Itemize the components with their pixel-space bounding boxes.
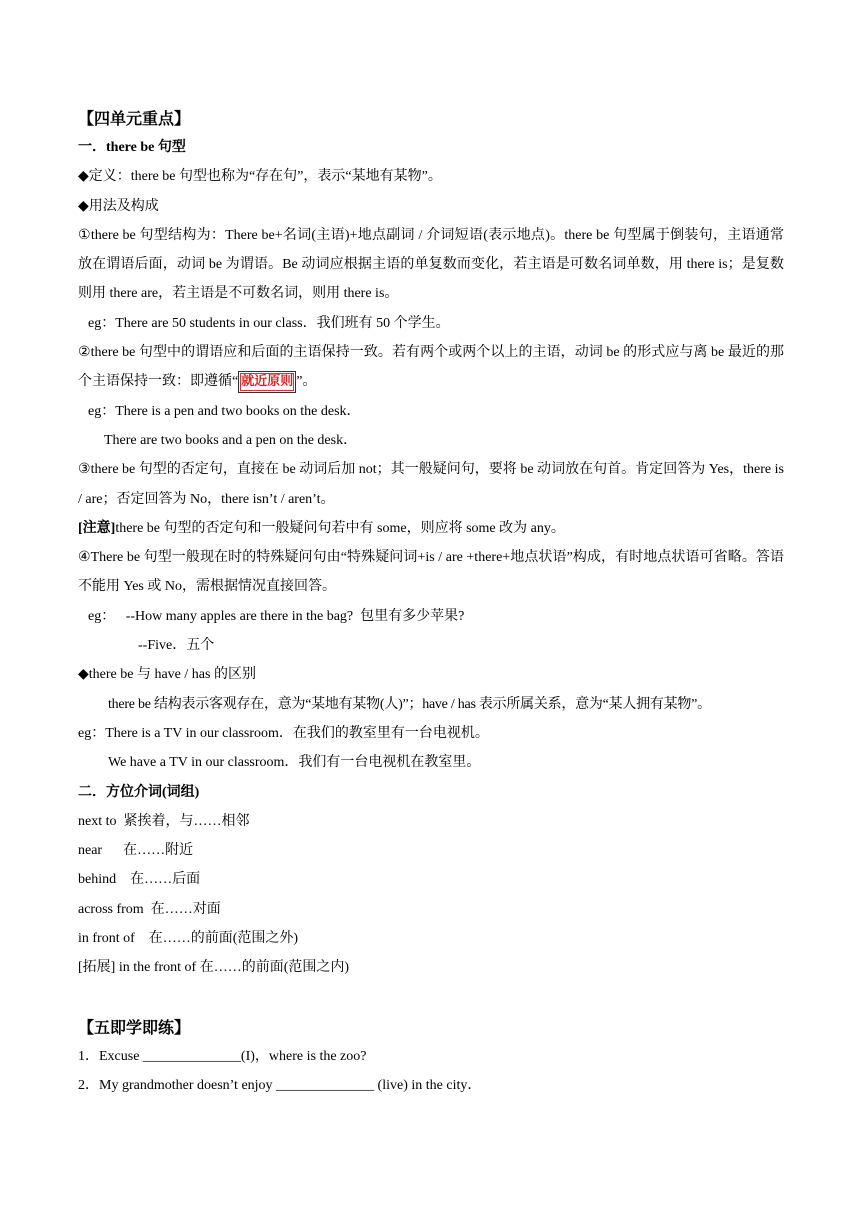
part2-title: 二．方位介词(词组): [78, 784, 200, 800]
rule1-example: eg：There are 50 students in our class．我们班有 50 个学生。: [88, 315, 450, 331]
rule2-paragraph: [78, 338, 784, 397]
rule2-example-2: There are two books and a pen on the desk．: [104, 432, 358, 448]
diff-text: there be 结构表示客观存在，意为“某地有某物(人)”；have / has 表示所属关系，意为“某人拥有某物”。: [108, 696, 711, 712]
rule4-example-2: --Five．五个: [138, 638, 215, 654]
document-page: [78, 104, 784, 1100]
nearest-principle-highlight: 就近原则: [238, 371, 296, 393]
rule1-paragraph: ①there be 句型结构为：There be+名词(主语)+地点副词 / 介词短语(表示地点)。there be 句型属于倒装句，主语通常放在谓语后面，动词 be 为谓语。Be 动词应根据主语的单复数而变化，若主语是可数名词单数，用 there is；是复数则用 there are，若主语是不可数名词，则用 there is。: [78, 227, 784, 302]
rule2-text-a: ②there be 句型中的谓语应和后面的主语保持一致。若有两个或两个以上的主语，动词 be 的形式应与离 be 最近的那个主语保持一致：即遵循“: [78, 345, 784, 390]
rule4-paragraph: ④There be 句型一般现在时的特殊疑问句由“特殊疑问词+is / are +there+地点状语”构成，有时地点状语可省略。答语不能用 Yes 或 No，需根据情况直接回答。: [78, 550, 784, 595]
note-line: [78, 514, 784, 543]
definition-line: ◆定义：there be 句型也称为“存在句”，表示“某地有某物”。: [78, 169, 442, 185]
diff-example-1: eg：There is a TV in our classroom．在我们的教室里有一台电视机。: [78, 725, 489, 741]
rule2-text-b: ”。: [296, 374, 317, 390]
diff-example-2: We have a TV in our classroom．我们有一台电视机在教室里。: [108, 755, 481, 771]
note-label: [注意]: [78, 520, 116, 536]
list-item: near 在……附近: [78, 843, 194, 859]
note-text: there be 句型的否定句和一般疑问句若中有 some，则应将 some 改为 any。: [115, 520, 565, 536]
list-item: [拓展] in the front of 在……的前面(范围之内): [78, 960, 350, 976]
list-item: across from 在……对面: [78, 901, 221, 917]
rule3-paragraph: ③there be 句型的否定句，直接在 be 动词后加 not；其一般疑问句，要将 be 动词放在句首。肯定回答为 Yes，there is / are；否定回答为 No，there isn’t / aren’t。: [78, 462, 784, 507]
exercise-question-1: 1．Excuse ______________(I)，where is the zoo?: [78, 1048, 367, 1064]
part1-title: 一．there be 句型: [78, 140, 186, 155]
list-item: in front of 在……的前面(范围之外): [78, 931, 299, 947]
preposition-list: [78, 807, 784, 983]
exercise-question-2: 2．My grandmother doesn’t enjoy ______________ (live) in the city．: [78, 1077, 482, 1093]
list-item: next to 紧挨着，与……相邻: [78, 813, 250, 829]
unit5-title: 【五即学即练】: [78, 1017, 191, 1037]
section-gap: [78, 983, 784, 1013]
rule4-example-1: eg： --How many apples are there in the bag? 包里有多少苹果?: [88, 608, 465, 624]
diff-title: ◆there be 与 have / has 的区别: [78, 667, 256, 683]
list-item: behind 在……后面: [78, 872, 201, 888]
unit4-title: 【四单元重点】: [78, 109, 191, 128]
usage-title: ◆用法及构成: [78, 198, 159, 214]
rule2-example-1: eg：There is a pen and two books on the desk．: [88, 403, 361, 419]
